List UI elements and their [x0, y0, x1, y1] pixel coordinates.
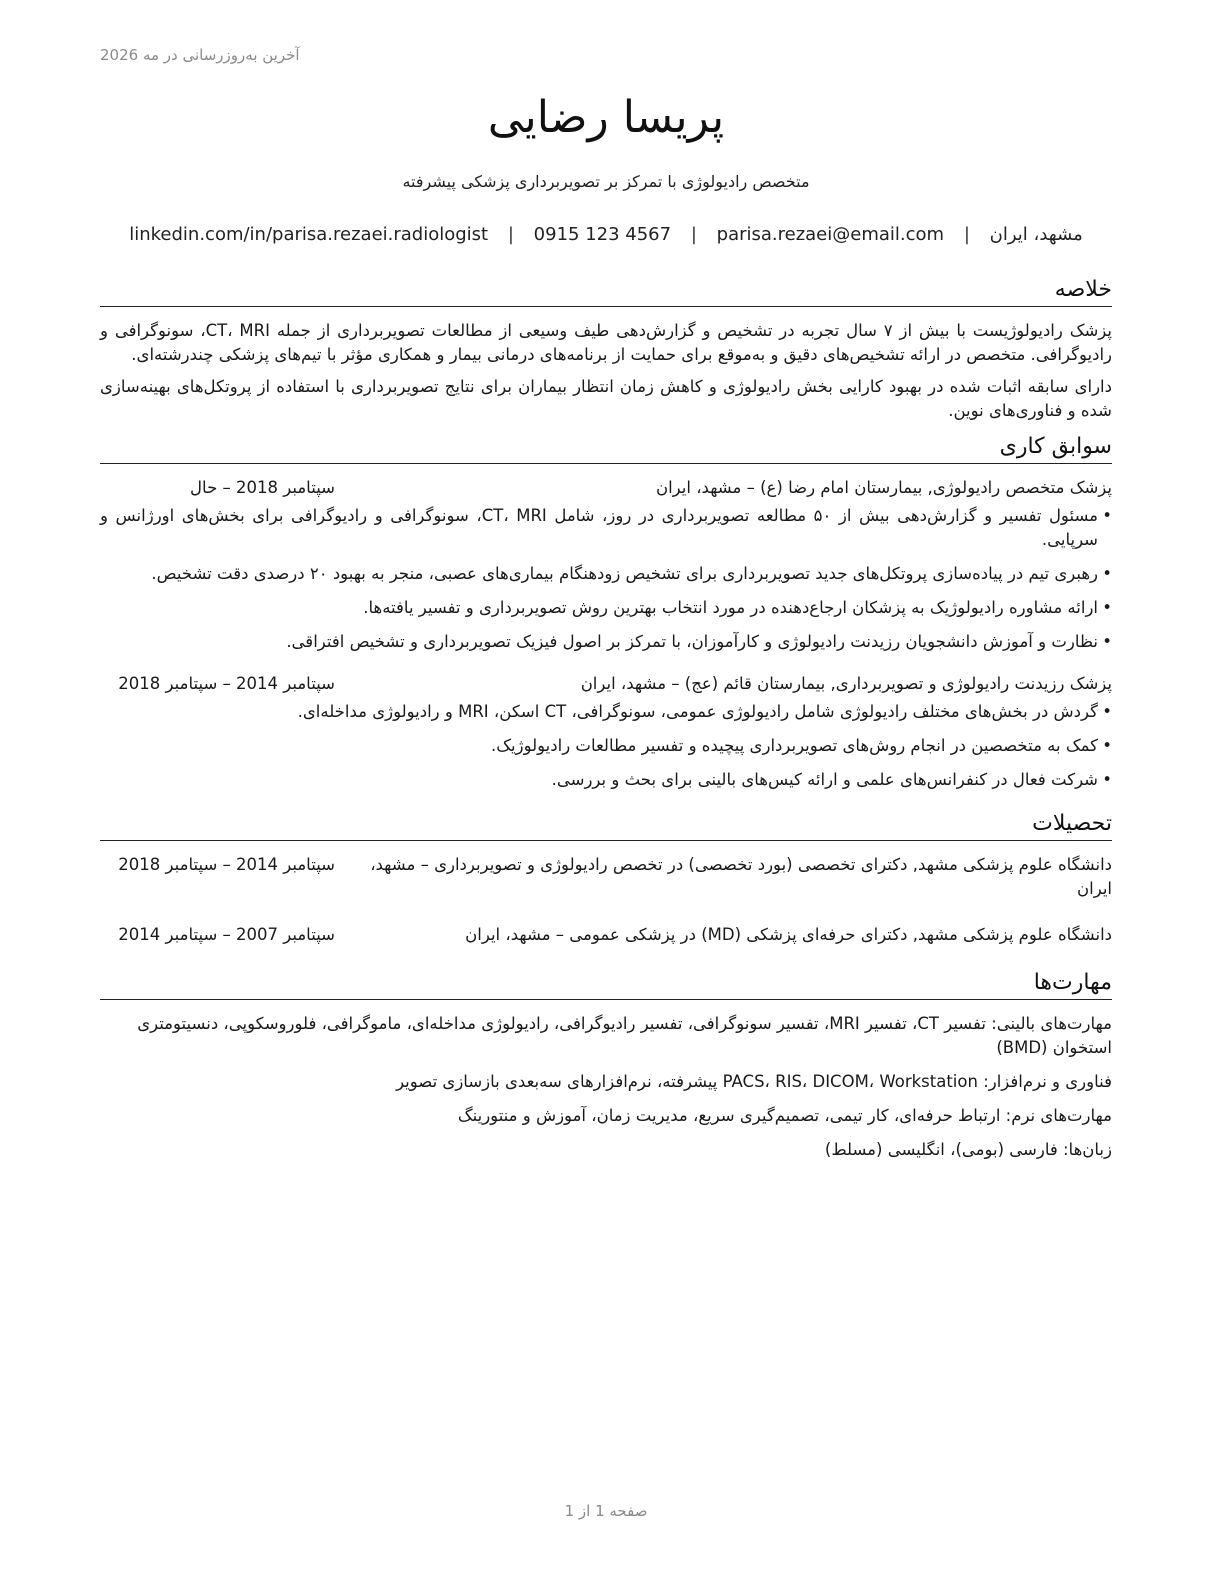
job-bullet: • کمک به متخصصین در انجام روش‌های تصویربرداری پیچیده و تفسیر مطالعات رادیولوژیک.: [100, 734, 1112, 758]
contact-linkedin[interactable]: linkedin.com/in/parisa.rezaei.radiologist: [129, 224, 489, 245]
contact-line: [100, 224, 1112, 245]
education-text: دانشگاه علوم پزشکی مشهد, دکترای تخصصی (بورد تخصصی) در تخصص رادیولوژی و تصویربرداری – مشهد، ایران: [370, 855, 1112, 898]
skill-line: مهارت‌های بالینی: تفسیر CT، تفسیر MRI، تفسیر سونوگرافی، تفسیر رادیوگرافی، رادیولوژی مداخله‌ای، ماموگرافی، فلوروسکوپی، دنسیتومتری استخوان (BMD): [137, 1014, 1112, 1057]
education-section: [100, 810, 1112, 947]
job-entry: [100, 672, 1112, 792]
last-updated-note: آخرین به‌روزرسانی در مه 2026: [100, 46, 300, 64]
job-title: پزشک رزیدنت رادیولوژی و تصویربرداری, بیمارستان قائم (عج) – مشهد، ایران: [580, 674, 1112, 693]
job-bullet: • رهبری تیم در پیاده‌سازی پروتکل‌های جدید تصویربرداری برای تشخیص زودهنگام بیماری‌های عصبی، منجر به بهبود ۲۰ درصدی دقت تشخیص.: [100, 562, 1112, 586]
job-dates: سپتامبر 2018 – حال: [190, 478, 335, 497]
summary-heading: خلاصه: [100, 276, 1112, 307]
summary-section: [100, 276, 1112, 423]
job-header: [100, 476, 1112, 500]
experience-section: [100, 433, 1112, 792]
job-bullets: [100, 504, 1112, 654]
education-entry: [100, 923, 1112, 947]
education-heading: تحصیلات: [100, 810, 1112, 841]
skills-section: [100, 969, 1112, 1162]
education-dates: سپتامبر 2014 – سپتامبر 2018: [118, 855, 335, 874]
contact-separator: |: [507, 224, 514, 245]
job-bullet: • گردش در بخش‌های مختلف رادیولوژی شامل رادیولوژی عمومی، سونوگرافی، CT اسکن، MRI و رادیولوژی مداخله‌ای.: [100, 700, 1112, 724]
contact-email[interactable]: parisa.rezaei@email.com: [716, 224, 945, 245]
resume-page: [100, 0, 1112, 1584]
summary-paragraph: پزشک رادیولوژیست با بیش از ۷ سال تجربه در تشخیص و گزارش‌دهی طیف وسیعی از مطالعات تصویربرداری از جمله CT، MRI، سونوگرافی و رادیوگرافی. متخصص در ارائه تشخیص‌های دقیق و به‌موقع برای حمایت از برنامه‌های درمانی بیمار و همکاری مؤثر با تیم‌های پزشکی چندرشته‌ای.: [100, 321, 1112, 364]
job-entry: [100, 476, 1112, 654]
job-bullet: • ارائه مشاوره رادیولوژیک به پزشکان ارجاع‌دهنده در مورد انتخاب بهترین روش تصویربرداری و تفسیر یافته‌ها.: [100, 596, 1112, 620]
skills-heading: مهارت‌ها: [100, 969, 1112, 1000]
contact-separator: |: [963, 224, 970, 245]
skill-line: زبان‌ها: فارسی (بومی)، انگلیسی (مسلط): [824, 1140, 1112, 1159]
candidate-tagline: متخصص رادیولوژی با تمرکز بر تصویربرداری پزشکی پیشرفته: [402, 172, 810, 191]
contact-phone[interactable]: 0915 123 4567: [533, 224, 672, 245]
skill-line: فناوری و نرم‌افزار: PACS، RIS، DICOM، Workstation پیشرفته، نرم‌افزارهای سه‌بعدی بازسازی تصویر: [396, 1072, 1112, 1091]
skill-line: مهارت‌های نرم: ارتباط حرفه‌ای، کار تیمی، تصمیم‌گیری سریع، مدیریت زمان، آموزش و منتورینگ: [457, 1106, 1112, 1125]
job-bullet: • نظارت و آموزش دانشجویان رزیدنت رادیولوژی و کارآموزان، با تمرکز بر اصول فیزیک تصویربرداری و تشخیص افتراقی.: [100, 630, 1112, 654]
education-text: دانشگاه علوم پزشکی مشهد, دکترای حرفه‌ای پزشکی (MD) در پزشکی عمومی – مشهد، ایران: [465, 925, 1112, 944]
job-bullets: [100, 700, 1112, 792]
job-header: [100, 672, 1112, 696]
resume-content: [100, 276, 1112, 1172]
candidate-name: پریسا رضایی: [487, 92, 725, 143]
education-entry: [100, 853, 1112, 901]
summary-paragraph: دارای سابقه اثبات شده در بهبود کارایی بخش رادیولوژی و کاهش زمان انتظار بیماران برای نتایج تصویربرداری با استفاده از پروتکل‌های بهینه‌سازی شده و فناوری‌های نوین.: [100, 377, 1112, 420]
job-title: پزشک متخصص رادیولوژی, بیمارستان امام رضا (ع) – مشهد، ایران: [655, 478, 1112, 497]
contact-location: مشهد، ایران: [989, 224, 1083, 245]
job-bullet: • مسئول تفسیر و گزارش‌دهی بیش از ۵۰ مطالعه تصویربرداری در روز، شامل CT، MRI، سونوگرافی و رادیوگرافی برای بخش‌های اورژانس و سرپایی.: [100, 504, 1112, 552]
contact-separator: |: [690, 224, 697, 245]
education-dates: سپتامبر 2007 – سپتامبر 2014: [118, 925, 335, 944]
experience-heading: سوابق کاری: [100, 433, 1112, 464]
job-dates: سپتامبر 2014 – سپتامبر 2018: [118, 674, 335, 693]
job-bullet: • شرکت فعال در کنفرانس‌های علمی و ارائه کیس‌های بالینی برای بحث و بررسی.: [100, 768, 1112, 792]
page-footer: صفحه 1 از 1: [564, 1502, 648, 1520]
